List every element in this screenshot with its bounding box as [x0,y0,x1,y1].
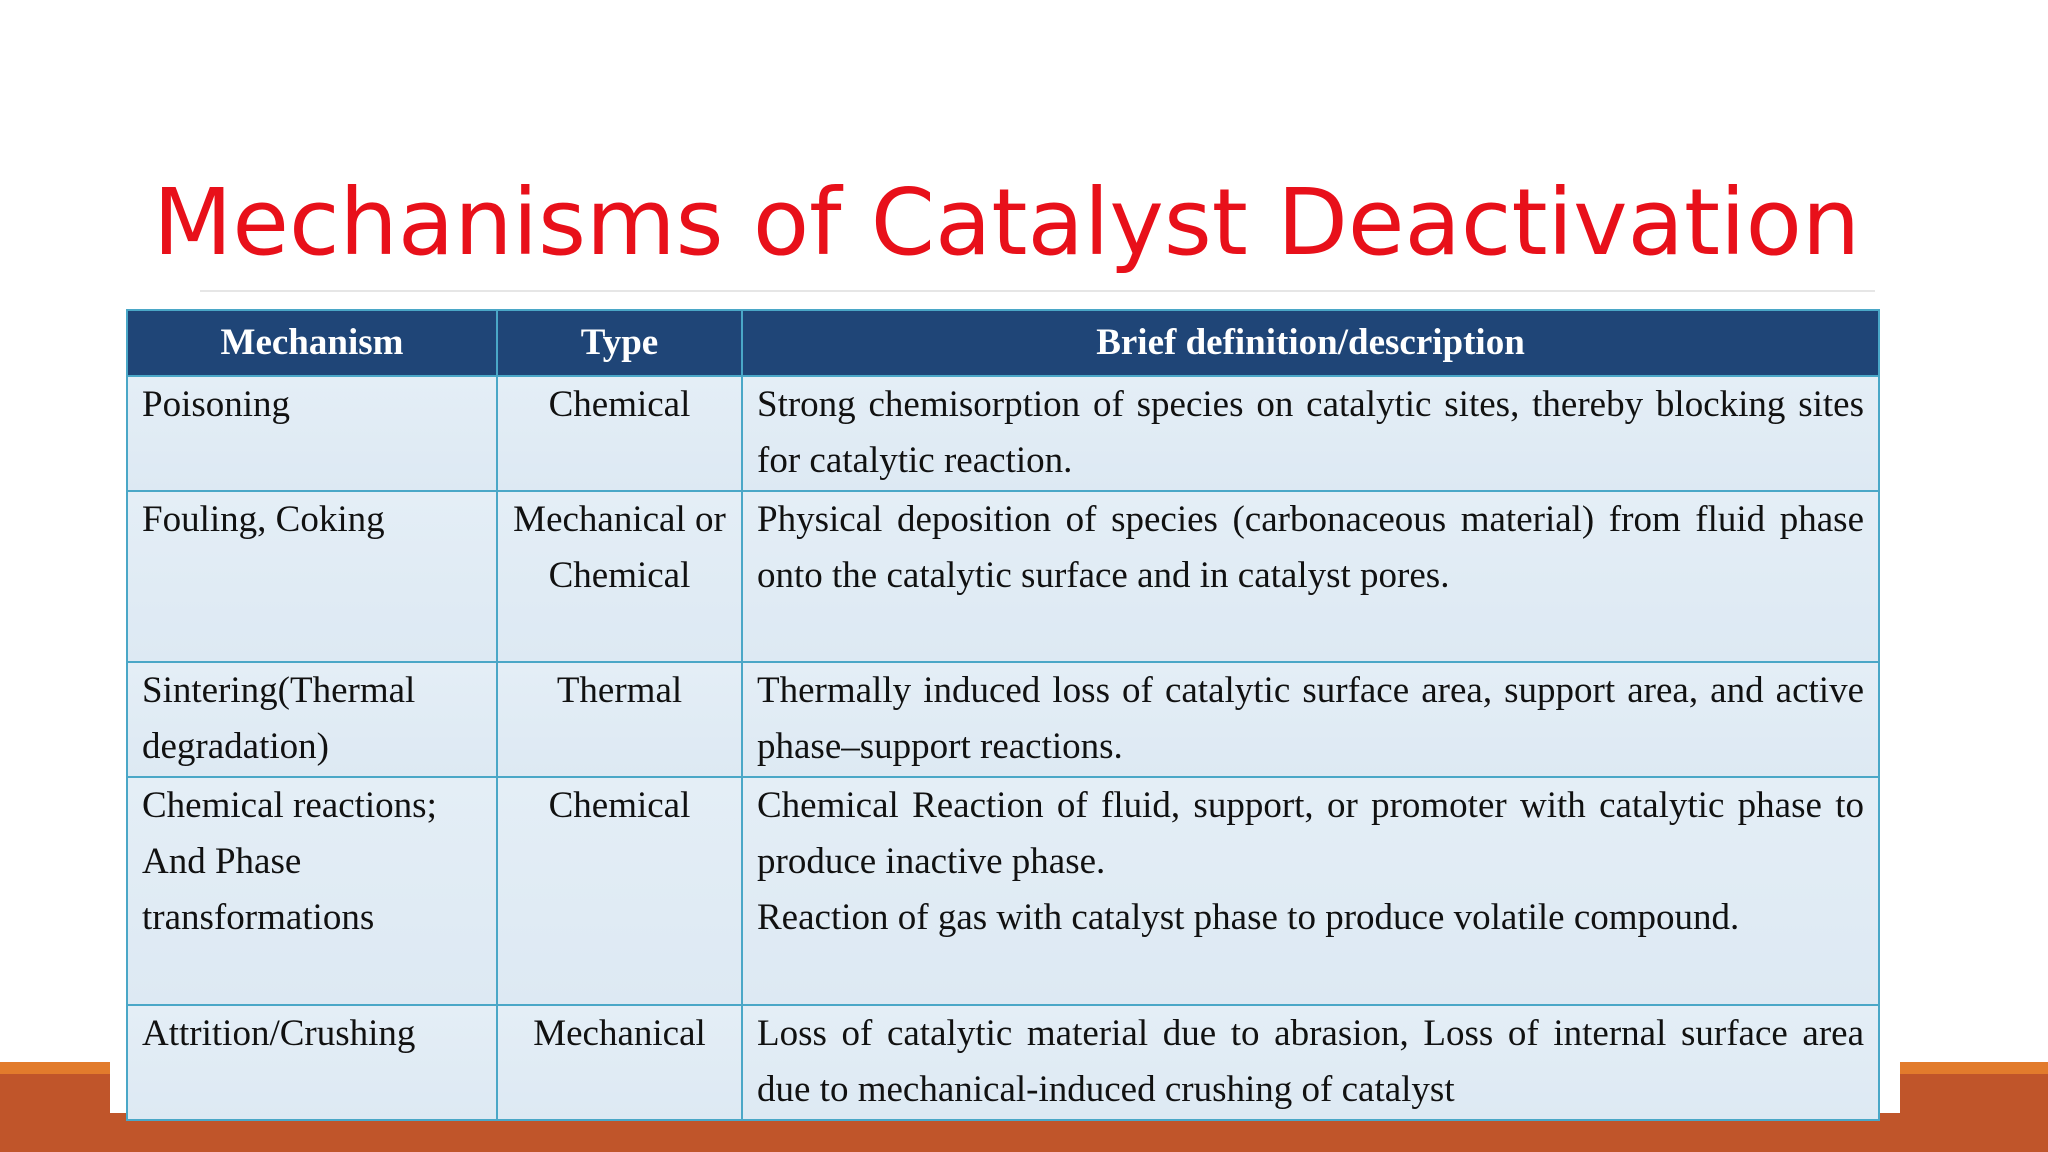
table-header-row [127,310,1879,376]
slide-title: Mechanisms of Catalyst Deactivation [153,169,1861,276]
cell-type: Chemical [497,376,742,491]
table-row-sintering [127,662,1879,777]
cell-description: Thermally induced loss of catalytic surface area, support area, and active phase–support reactions. [742,662,1879,777]
table-row-attrition [127,1005,1879,1120]
cell-description: Loss of catalytic material due to abrasion, Loss of internal surface area due to mechanical-induced crushing of catalyst [742,1005,1879,1120]
cell-mechanism: Sintering(Thermal degradation) [127,662,497,777]
cell-mechanism: Attrition/Crushing [127,1005,497,1120]
deactivation-mechanisms-table [126,309,1880,1121]
header-description: Brief definition/description [742,310,1879,376]
table-row-fouling [127,491,1879,662]
description-line-1: Chemical Reaction of fluid, support, or promoter with catalytic phase to produce inactive phase. [757,785,1864,882]
cell-description: Physical deposition of species (carbonaceous material) from fluid phase onto the catalytic surface and in catalyst pores. [742,491,1879,662]
cell-mechanism: Poisoning [127,376,497,491]
description-line-2: Reaction of gas with catalyst phase to produce volatile compound. [757,897,1740,938]
table-row-chemical-reactions [127,777,1879,1005]
cell-description [742,777,1879,1005]
cell-type: Thermal [497,662,742,777]
header-type: Type [497,310,742,376]
cell-type: Chemical [497,777,742,1005]
cell-type: Mechanical or Chemical [497,491,742,662]
table-image-frame [110,306,1900,1113]
cell-mechanism: Fouling, Coking [127,491,497,662]
cell-mechanism: Chemical reactions; And Phase transformations [127,777,497,1005]
cell-type: Mechanical [497,1005,742,1120]
table-row-poisoning [127,376,1879,491]
cell-description: Strong chemisorption of species on catalytic sites, thereby blocking sites for catalytic reaction. [742,376,1879,491]
header-mechanism: Mechanism [127,310,497,376]
title-divider [200,290,1875,292]
